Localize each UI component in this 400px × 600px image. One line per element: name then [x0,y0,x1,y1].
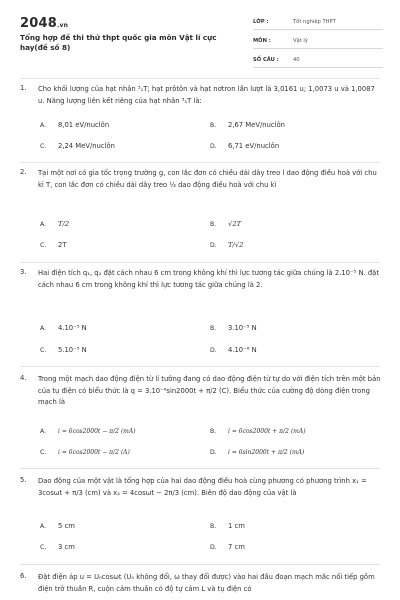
question-number: 2. [20,168,27,176]
option-text: 2T [58,241,67,249]
option-b[interactable] [210,121,285,129]
question-text: Đặt điện áp u = U₀cosωt (U₀ không đổi, ω thay đổi được) vào hai đầu đoạn mạch mắc nối tiếp gồm điện trở thuần R, cuộn cảm thuần có độ tự cảm L và tụ điện có [38,573,375,593]
option-c[interactable] [40,449,130,456]
option-a[interactable] [40,220,69,228]
option-text: 2,67 MeV/nuclôn [228,121,285,129]
option-text: i = 6cos2000t + π/2 (mA) [228,428,306,435]
meta-row-class [253,16,383,30]
option-c[interactable] [40,346,87,354]
question-divider [20,564,380,565]
option-letter: C. [40,347,47,354]
option-b[interactable] [210,220,241,228]
option-text: 2,24 MeV/nuclôn [58,142,115,150]
option-a[interactable] [40,428,136,435]
meta-value: 40 [293,57,300,63]
question-1 [20,84,380,160]
question-6 [20,572,380,600]
question-2 [20,168,380,260]
option-b[interactable] [210,522,245,530]
question-number: 5. [20,476,27,484]
option-letter: B. [210,325,217,332]
question-number: 3. [20,268,27,276]
option-letter: B. [210,122,217,129]
question-divider [20,262,380,263]
option-text: 7 cm [228,543,245,551]
option-text: T/2 [58,220,70,228]
question-text: Tại một nơi có gia tốc trọng trường g, con lắc đơn có chiều dài dây treo l dao động điều hoà với chu kì T, con lắc đơn có chiều dài dây treo ½ dao động điều hoà với chu kì [38,169,377,189]
option-text: 6,71 eV/nuclôn [228,142,280,150]
option-text: √2T [228,220,242,228]
question-3 [20,268,380,362]
option-letter: B. [210,523,217,530]
option-text: T/√2 [228,241,244,249]
question-divider [20,366,380,367]
option-text: 5.10⁻⁵ N [58,346,87,354]
meta-key: SỐ CÂU : [253,57,279,63]
option-letter: A. [40,221,47,228]
option-letter: C. [40,544,47,551]
option-a[interactable] [40,324,87,332]
option-text: 3 cm [58,543,75,551]
question-text: Cho khối lượng của hạt nhân ³₁T; hạt prôtôn và hạt nơtron lần lượt là 3,0161 u; 1,0073 u và 1,0087 u. Năng lượng liên kết riêng của hạt nhân ³₁T là: [38,85,375,105]
meta-row-count [253,54,383,68]
meta-value: Tốt nghiệp THPT [293,19,336,25]
option-text: 3.10⁻⁵ N [228,324,257,332]
meta-key: LỚP : [253,19,269,25]
option-d[interactable] [210,543,245,551]
option-letter: C. [40,143,47,150]
option-c[interactable] [40,241,66,249]
option-letter: A. [40,523,47,530]
option-letter: A. [40,122,47,129]
option-letter: C. [40,449,47,456]
option-text: 1 cm [228,522,245,530]
option-text: 8,01 eV/nuclôn [58,121,110,129]
question-text: Dao động của một vật là tổng hợp của hai dao động điều hoà cùng phương có phương trình x₁ = 3cosωt + π/3 (cm) và x₂ = 4cosωt − 2π/3 (cm). Biên độ dao động của vật là [38,477,367,497]
question-number: 4. [20,374,27,382]
option-letter: D. [210,544,217,551]
option-c[interactable] [40,543,75,551]
option-text: i = 6cos2000t − π/2 (mA) [58,428,136,435]
document-header [10,10,390,76]
option-text: 4.10⁻⁶ N [228,346,257,354]
option-text: i = 6cos2000t − π/2 (A) [58,449,130,456]
option-d[interactable] [210,241,243,249]
question-number: 6. [20,572,27,580]
option-letter: D. [210,143,217,150]
option-letter: C. [40,242,47,249]
meta-panel [253,16,383,73]
option-letter: A. [40,428,47,435]
option-letter: A. [40,325,47,332]
option-d[interactable] [210,346,257,354]
option-d[interactable] [210,142,279,150]
question-text: Hai điện tích q₁, q₂ đặt cách nhau 6 cm trong không khí thì lực tương tác giữa chúng là 2.10⁻⁵ N. đặt cách nhau 6 cm trong không khí thì lực tương tác giữa chúng là 2. [38,269,379,289]
question-text: Trong một mạch dao động điện từ lí tưởng đang có dao động điện từ tự do với điện tích trên một bản của tụ điện có biểu thức là q = 3.10⁻⁶sin2000t + π/2 (C). Biểu thức của cường độ dòng điện trong mạch là [38,375,381,406]
question-divider [20,468,380,469]
option-a[interactable] [40,121,109,129]
question-number: 1. [20,84,27,92]
option-letter: B. [210,428,217,435]
option-text: 4.10⁻⁵ N [58,324,87,332]
document-title: Tổng hợp đề thi thử thpt quốc gia môn Vật lí cực hay(đề số 8) [20,33,217,52]
site-logo[interactable] [20,16,68,31]
option-text: i = 6sin2000t + π/2 (mA) [228,449,305,456]
logo-suffix: .vn [56,22,69,29]
option-c[interactable] [40,142,115,150]
option-d[interactable] [210,449,304,456]
option-b[interactable] [210,428,306,435]
question-5 [20,476,380,564]
header-divider [20,78,380,79]
meta-row-subject [253,35,383,49]
question-4 [20,374,380,468]
option-letter: D. [210,449,217,456]
logo-text: 2048 [20,16,57,31]
option-letter: B. [210,221,217,228]
question-divider [20,162,380,163]
option-text: 5 cm [58,522,75,530]
option-letter: D. [210,242,217,249]
meta-key: MÔN : [253,38,271,44]
option-b[interactable] [210,324,257,332]
meta-value: Vật lý [293,38,308,44]
option-letter: D. [210,347,217,354]
option-a[interactable] [40,522,75,530]
